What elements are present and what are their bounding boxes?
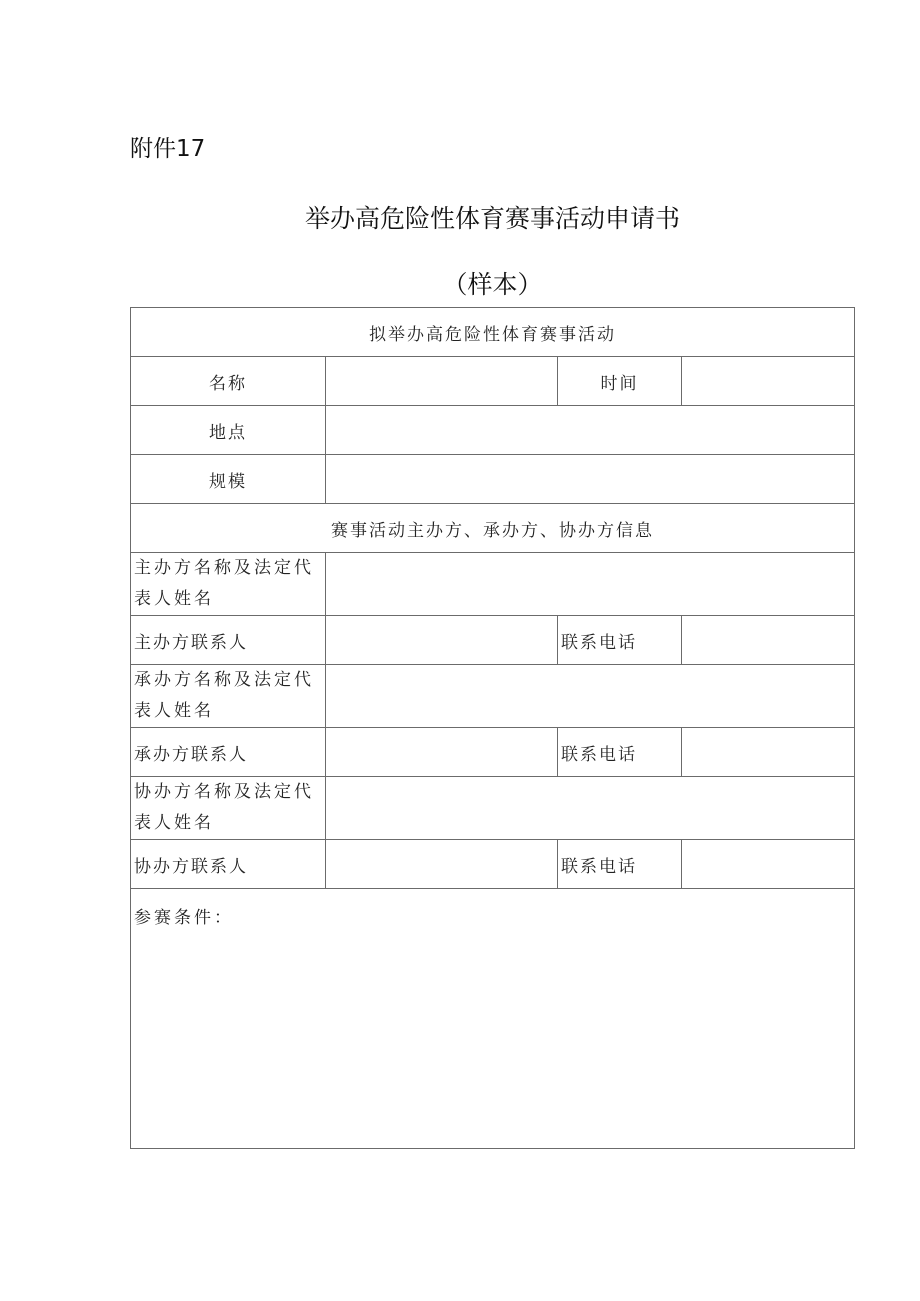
- application-form-table: [130, 307, 855, 1149]
- row-scale: [131, 455, 855, 504]
- organizer-name-label: 承办方名称及法定代表人姓名: [131, 665, 326, 728]
- host-name-label: 主办方名称及法定代表人姓名: [131, 553, 326, 616]
- row-host-contact: [131, 616, 855, 665]
- row-coorganizer-name: [131, 777, 855, 840]
- coorganizer-contact-field[interactable]: [326, 840, 558, 889]
- name-label: 名称: [131, 357, 326, 406]
- attachment-number: 附件17: [130, 136, 206, 162]
- host-contact-label: 主办方联系人: [131, 616, 326, 665]
- row-coorganizer-contact: [131, 840, 855, 889]
- coorganizer-name-field[interactable]: [326, 777, 855, 840]
- organizer-phone-field[interactable]: [682, 728, 855, 777]
- coorganizer-phone-label: 联系电话: [558, 840, 682, 889]
- document-title: 举办高危险性体育赛事活动申请书: [304, 204, 680, 233]
- section-row-parties: [131, 504, 855, 553]
- time-field[interactable]: [682, 357, 855, 406]
- row-name-time: [131, 357, 855, 406]
- conditions-label: 参赛条件：: [134, 908, 234, 928]
- organizer-phone-label: 联系电话: [558, 728, 682, 777]
- conditions-field[interactable]: [131, 889, 855, 1149]
- section-header-parties: 赛事活动主办方、承办方、协办方信息: [131, 504, 855, 553]
- name-field[interactable]: [326, 357, 558, 406]
- row-location: [131, 406, 855, 455]
- section-header-event: 拟举办高危险性体育赛事活动: [131, 308, 855, 357]
- coorganizer-phone-field[interactable]: [682, 840, 855, 889]
- row-organizer-contact: [131, 728, 855, 777]
- row-organizer-name: [131, 665, 855, 728]
- document-subtitle: （样本）: [442, 270, 543, 299]
- organizer-name-field[interactable]: [326, 665, 855, 728]
- coorganizer-name-label: 协办方名称及法定代表人姓名: [131, 777, 326, 840]
- location-field[interactable]: [326, 406, 855, 455]
- coorganizer-contact-label: 协办方联系人: [131, 840, 326, 889]
- host-phone-field[interactable]: [682, 616, 855, 665]
- host-phone-label: 联系电话: [558, 616, 682, 665]
- host-name-field[interactable]: [326, 553, 855, 616]
- scale-label: 规模: [131, 455, 326, 504]
- organizer-contact-label: 承办方联系人: [131, 728, 326, 777]
- row-conditions: [131, 889, 855, 1149]
- section-row-event: [131, 308, 855, 357]
- host-contact-field[interactable]: [326, 616, 558, 665]
- location-label: 地点: [131, 406, 326, 455]
- scale-field[interactable]: [326, 455, 855, 504]
- organizer-contact-field[interactable]: [326, 728, 558, 777]
- row-host-name: [131, 553, 855, 616]
- time-label: 时间: [558, 357, 682, 406]
